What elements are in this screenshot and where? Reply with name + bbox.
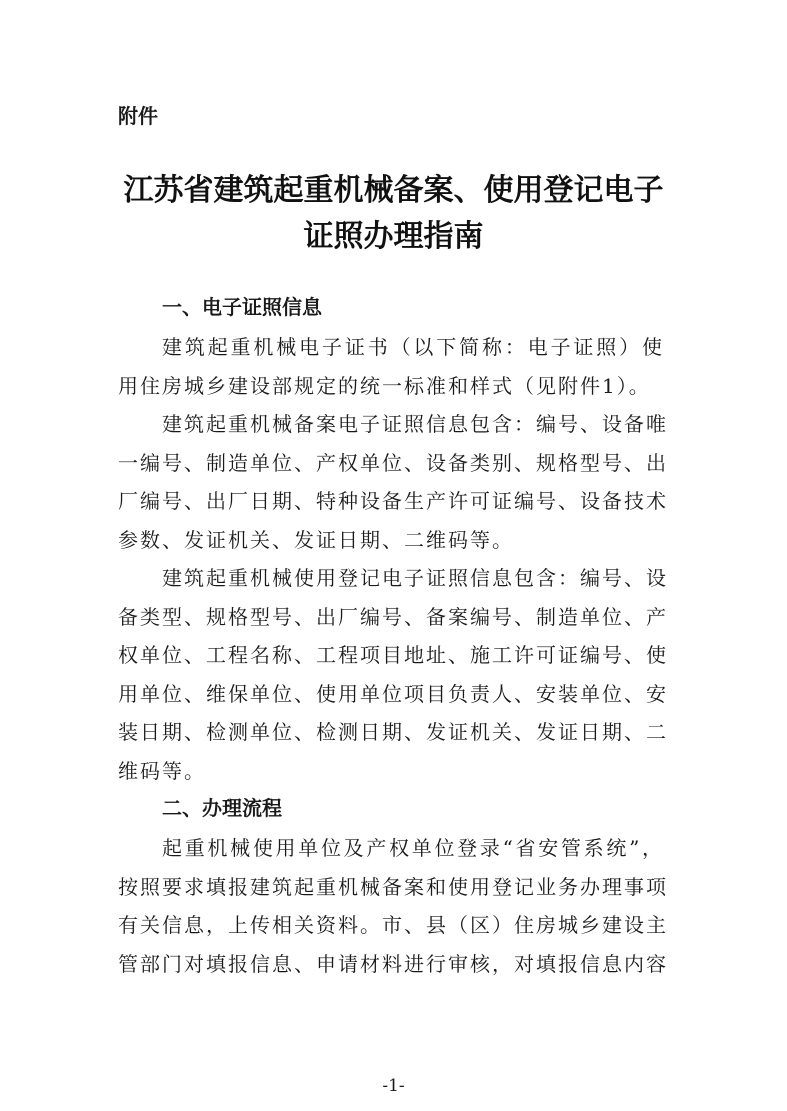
text-line: 管部门对填报信息、申请材料进行审核，对填报信息内容 [118,951,668,976]
title-line-2: 证照办理指南 [303,219,484,254]
text-line: 一编号、制造单位、产权单位、设备类别、规格型号、出 [118,450,668,475]
document-title [0,168,787,260]
page-number: -1- [382,1076,405,1096]
paragraph [118,829,668,983]
paragraph [118,405,668,559]
text-line: 权单位、工程名称、工程项目地址、施工许可证编号、使 [118,643,668,667]
text-line: 备类型、规格型号、出厂编号、备案编号、制造单位、产 [118,604,668,629]
text-line: 参数、发证机关、发证日期、二维码等。 [118,527,514,552]
text-line: 建筑起重机械备案电子证照信息包含：编号、设备唯 [162,412,668,436]
paragraph [118,328,664,405]
text-line: 装日期、检测单位、检测日期、发证机关、发证日期、二 [118,720,668,744]
paragraph [118,559,668,790]
text-line: 建筑起重机械使用登记电子证照信息包含：编号、设 [162,566,668,590]
text-line: 维码等。 [118,758,206,783]
text-line: 厂编号、出厂日期、特种设备生产许可证编号、设备技术 [118,489,668,513]
text-line: 按照要求填报建筑起重机械备案和使用登记业务办理事项 [118,874,668,899]
title-line-1: 江苏省建筑起重机械备案、使用登记电子 [123,173,664,208]
section-heading-process: 二、办理流程 [162,796,282,820]
text-line: 用住房城乡建设部规定的统一标准和样式（见附件1）。 [118,373,651,398]
text-line: 建筑起重机械电子证书（以下简称：电子证照）使 [162,335,664,359]
text-line: 有关信息，上传相关资料。市、县（区）住房城乡建设主 [118,913,668,937]
text-line: 起重机械使用单位及产权单位登录“省安管系统”， [162,836,664,860]
attachment-label: 附件 [118,104,158,128]
text-line: 用单位、维保单位、使用单位项目负责人、安装单位、安 [118,681,668,706]
section-heading-electronic-license-info: 一、电子证照信息 [162,295,322,319]
